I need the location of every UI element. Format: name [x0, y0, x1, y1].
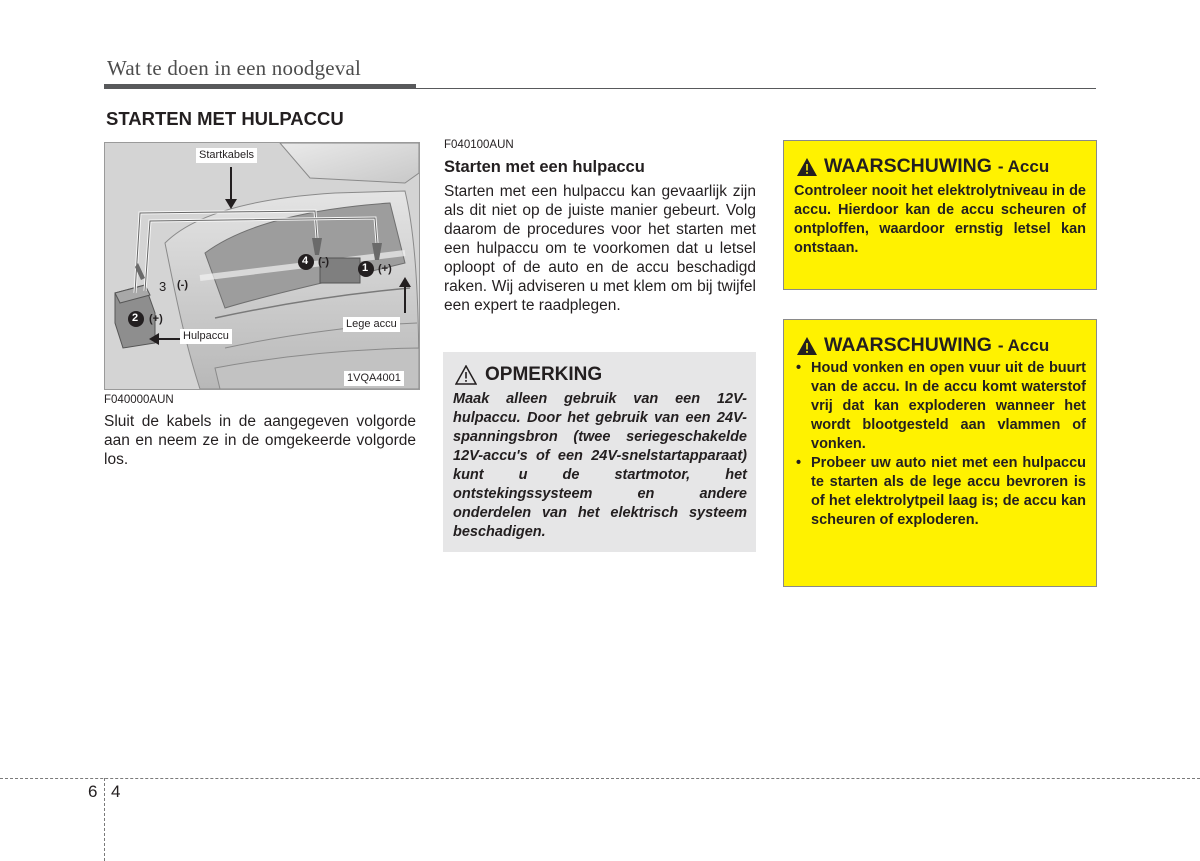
- intro-paragraph: Starten met een hulpaccu kan gevaarlijk zijn als dit niet op de juiste manier gebeurt. Volg daarom de procedures voor het starten met een hulpaccu om te voorkomen dat u letsel oploopt of de auto en de accu beschadigd raken. Wij adviseren u met klem om bij twijfel een expert te raadplegen.: [444, 183, 756, 314]
- header-bar: [104, 84, 416, 89]
- figure-caption-text: Sluit de kabels in de aangegeven volgorde aan en neem ze in de omgekeerde volgorde los.: [104, 413, 416, 468]
- jump-start-illustration: [104, 142, 420, 390]
- footer-rule: [0, 778, 1200, 779]
- marker-3-sign: (-): [177, 279, 188, 291]
- warning-box-1: [783, 140, 1097, 290]
- note-header: [455, 364, 602, 386]
- marker-1-number: 1: [362, 262, 369, 274]
- car-trunk-drawing: [105, 143, 419, 389]
- header-rule: [416, 88, 1096, 89]
- warning-2-list: [794, 359, 1086, 530]
- section-title: STARTEN MET HULPACCU: [106, 108, 344, 129]
- warning-1-text: Controleer nooit het elektrolytniveau in de accu. Hierdoor kan de accu scheuren of ontploffen, waardoor ernstig letsel kan ontstaan.: [794, 183, 1086, 256]
- page-number: 4: [111, 782, 121, 801]
- marker-2-number: 2: [132, 312, 139, 324]
- hulpaccu-label: Hulpaccu: [180, 329, 232, 344]
- warning-2-header: [796, 334, 1049, 357]
- warning-2-body: [794, 359, 1086, 530]
- section-reference-code: F040100AUN: [444, 139, 514, 151]
- lege-accu-label: Lege accu: [343, 317, 400, 332]
- warning-outline-icon: [455, 365, 477, 385]
- note-title: OPMERKING: [485, 364, 603, 385]
- marker-2-sign: (+): [149, 313, 163, 325]
- warning-2-subtitle: - Accu: [997, 335, 1050, 355]
- warning-1-header: [796, 155, 1049, 178]
- list-item: • Houd vonken en open vuur uit de buurt van de accu. In de accu komt waterstof vrij dat kan exploderen wanneer het wordt blootgesteld aan vlammen of vonken.: [794, 359, 1086, 454]
- list-item: • Probeer uw auto niet met een hulpaccu te starten als de lege accu bevroren is of het elektrolytpeil laag is; de accu kan scheuren of exploderen.: [794, 454, 1086, 530]
- figure-reference-code: F040000AUN: [104, 394, 174, 406]
- chapter-title: Wat te doen in een noodgeval: [107, 56, 362, 80]
- startkabels-label: Startkabels: [196, 148, 257, 163]
- page-section-number: 6: [88, 782, 98, 801]
- warning-filled-icon: [796, 157, 818, 177]
- warning-1-subtitle: - Accu: [997, 156, 1050, 176]
- warning-1-title: WAARSCHUWING: [824, 155, 992, 177]
- note-box: [443, 352, 756, 552]
- warning-2-title: WAARSCHUWING: [824, 334, 992, 356]
- subsection-title: Starten met een hulpaccu: [444, 158, 645, 176]
- marker-1-sign: (+): [378, 263, 392, 275]
- footer-divider: [104, 778, 105, 861]
- warning-box-2: [783, 319, 1097, 587]
- warning-filled-icon: [796, 336, 818, 356]
- marker-4-number: 4: [302, 255, 309, 267]
- marker-4-sign: (-): [318, 256, 329, 268]
- figure-code: 1VQA4001: [344, 371, 404, 386]
- note-text: Maak alleen gebruik van een 12V-hulpaccu. Door het gebruik van een 24V-spanningsbron (twee seriegeschakelde 12V-accu's of een 24V-snelstartapparaat) kunt u de startmotor, het ontstekingssysteem en andere onderdelen van het elektrisch systeem beschadigen.: [453, 391, 747, 540]
- marker-3-number: 3: [159, 279, 167, 294]
